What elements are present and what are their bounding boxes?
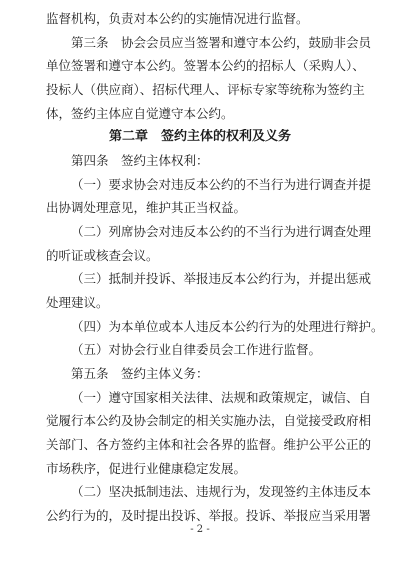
text-line: 公约行为的，及时提出投诉、举报。投诉、举报应当采用署 bbox=[46, 508, 372, 523]
text-line: 出协调处理意见，维护其正当权益。 bbox=[46, 200, 247, 215]
article-4-line: 第四条 签约主体权利： bbox=[71, 153, 209, 168]
text-line: （一）要求协会对违反本公约的不当行为进行调查并提 bbox=[71, 177, 372, 192]
text-line: （三）抵制并投诉、举报违反本公约行为，并提出惩戒 bbox=[71, 271, 372, 286]
article-5-line: 第五条 签约主体义务： bbox=[71, 366, 209, 381]
text-line: 监督机构，负责对本公约的实施情况进行监督。 bbox=[46, 11, 309, 26]
text-line: （二）坚决抵制违法、违规行为，发现签约主体违反本 bbox=[71, 484, 372, 499]
page-number: - 2 - bbox=[190, 524, 210, 535]
text-line: 关部门、各方签约主体和社会各界的监督。维护公平公正的 bbox=[46, 437, 372, 452]
text-line: （五）对协会行业自律委员会工作进行监督。 bbox=[71, 342, 322, 357]
article-3-line: 第三条 协会会员应当签署和遵守本公约，鼓励非会员 bbox=[71, 35, 372, 50]
text-line: 市场秩序，促进行业健康稳定发展。 bbox=[46, 461, 247, 476]
text-line: 的听证或核查会议。 bbox=[46, 248, 159, 263]
text-line: （二）列席协会对违反本公约的不当行为进行调查处理 bbox=[71, 224, 372, 239]
text-line: （一）遵守国家相关法律、法规和政策规定，诚信、自 bbox=[71, 390, 372, 405]
text-line: 体，签约主体应自觉遵守本公约。 bbox=[46, 106, 234, 121]
text-line: 投标人（供应商）、招标代理人、评标专家等统称为签约主 bbox=[46, 82, 365, 97]
text-line: 处理建议。 bbox=[46, 295, 109, 310]
chapter-2-heading: 第二章 签约主体的权利及义务 bbox=[108, 129, 291, 144]
text-line: 觉履行本公约及协会制定的相关实施办法，自觉接受政府相 bbox=[46, 413, 372, 428]
text-line: （四）为本单位或本人违反本公约行为的处理进行辩护。 bbox=[71, 319, 384, 334]
text-line: 单位签署和遵守本公约。签署本公约的招标人（采购人）、 bbox=[46, 58, 365, 73]
